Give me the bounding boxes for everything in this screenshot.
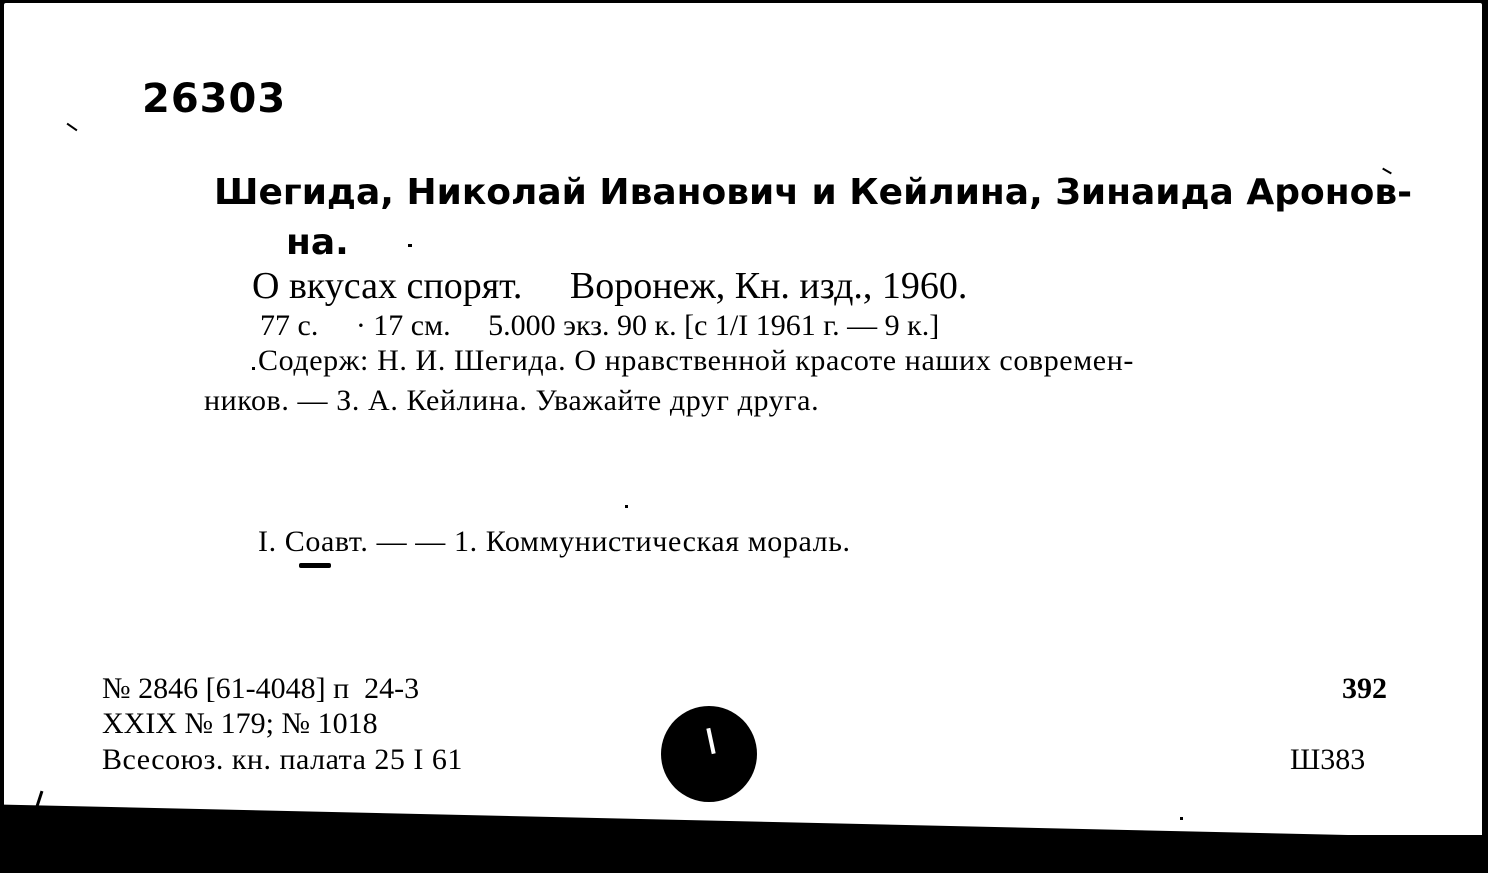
speck	[252, 367, 255, 370]
contents-note-line-1: Содерж: Н. И. Шегида. О нравственной красоте наших современ-	[258, 344, 1134, 377]
classification-number: 392	[1342, 672, 1387, 705]
speck	[625, 505, 628, 508]
contents-note-line-2: ников. — З. А. Кейлина. Уважайте друг друга.	[204, 384, 820, 417]
author-mark: Ш383	[1290, 743, 1366, 776]
registry-line-2: XXIX № 179; № 1018	[102, 707, 378, 740]
accession-number: 26303	[142, 76, 287, 122]
title-imprint-line: О вкусах спорят. Воронеж, Кн. изд., 1960.	[252, 265, 968, 307]
physical-description-line: 77 с. · 17 см. 5.000 экз. 90 к. [с 1/I 1961 г. — 9 к.]	[260, 309, 940, 342]
registry-line-3: Всесоюз. кн. палата 25 I 61	[102, 743, 463, 776]
authors-line-1: Шегида, Николай Иванович и Кейлина, Зинаида Аронов-	[214, 172, 1413, 213]
speck	[1180, 817, 1183, 820]
card-bottom-edge	[0, 835, 1488, 873]
card-punch-hole	[661, 706, 757, 802]
speck	[408, 244, 412, 247]
pencil-underline	[299, 563, 331, 568]
registry-line-1: № 2846 [61-4048] п 24-3	[102, 672, 420, 705]
tracings-line: I. Соавт. — — 1. Коммунистическая мораль.	[258, 525, 851, 558]
authors-line-2: на.	[286, 222, 349, 263]
